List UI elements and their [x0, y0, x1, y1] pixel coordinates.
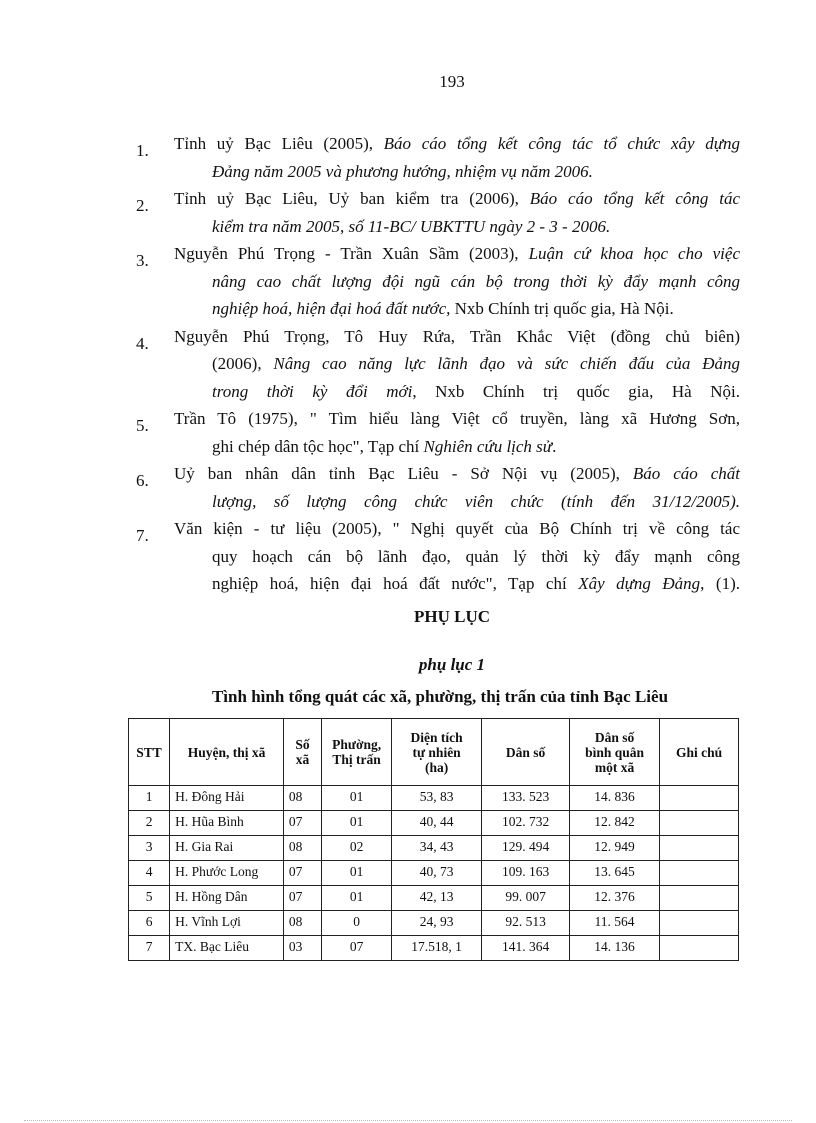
reference-journal: Nghiên cứu lịch sử: [423, 436, 553, 456]
table-row: [129, 786, 739, 811]
cell-so-xa: 08: [283, 836, 321, 861]
cell-district: H. Đông Hải: [170, 786, 284, 811]
reference-item: [136, 130, 740, 185]
reference-item: [136, 323, 740, 406]
table-row: [129, 861, 739, 886]
reference-item: [136, 405, 740, 460]
cell-so-xa: 08: [283, 786, 321, 811]
cell-stt: 5: [129, 886, 170, 911]
reference-title-cont: nghiệp hoá, hiện đại hoá đất nước,: [212, 299, 451, 318]
reference-title-cont: Đảng năm 2005 và phương hướng, nhiệm vụ năm 2006.: [212, 161, 593, 181]
header-dien-tich-line: (ha): [424, 759, 449, 775]
cell-stt: 7: [129, 936, 170, 961]
cell-dien-tich: 34, 43: [392, 836, 482, 861]
reference-first-line: [174, 323, 740, 351]
reference-author: Tỉnh uỷ Bạc Liêu, Uỷ ban kiểm tra (2006),: [174, 189, 530, 208]
reference-number: 2.: [136, 196, 149, 215]
reference-author: Nguyễn Phú Trọng, Tô Huy Rứa, Trần Khắc Việt (đồng chủ biên): [174, 326, 740, 346]
cell-phuong: 07: [322, 936, 392, 961]
cell-binh-quan: 12. 949: [570, 836, 660, 861]
reference-first-line: [174, 515, 740, 543]
cell-stt: 2: [129, 811, 170, 836]
reference-continuation: [174, 433, 740, 461]
reference-list: [136, 130, 740, 598]
cell-ghi-chu: [660, 811, 739, 836]
cell-dien-tich: 40, 73: [392, 861, 482, 886]
reference-issue: , (1).: [700, 574, 740, 593]
cell-dan-so: 102. 732: [482, 811, 570, 836]
cell-binh-quan: 13. 645: [570, 861, 660, 886]
reference-first-line: [174, 185, 740, 213]
cell-dien-tich: 40, 44: [392, 811, 482, 836]
cell-district: H. Hồng Dân: [170, 886, 284, 911]
cell-so-xa: 07: [283, 886, 321, 911]
header-ghi-chu: Ghi chú: [660, 719, 739, 786]
header-binh-quan-line: Dân số: [594, 729, 635, 745]
reference-title: Báo cáo tổng kết công tác tổ chức xây dựng: [383, 134, 740, 153]
cell-so-xa: 07: [283, 861, 321, 886]
table-row: [129, 836, 739, 861]
cell-phuong: 0: [322, 911, 392, 936]
cell-stt: 3: [129, 836, 170, 861]
commune-statistics-table: [128, 718, 739, 961]
header-binh-quan-line: một xã: [594, 759, 635, 775]
header-phuong-line: Thị trấn: [332, 752, 381, 767]
cell-phuong: 01: [322, 786, 392, 811]
header-binh-quan: [570, 719, 660, 786]
cell-phuong: 01: [322, 886, 392, 911]
reference-title-cont: nâng cao chất lượng đội ngũ cán bộ trong thời kỳ đẩy mạnh công: [212, 271, 740, 291]
cell-ghi-chu: [660, 861, 739, 886]
reference-continuation: [174, 543, 740, 598]
header-dan-so: Dân số: [482, 719, 570, 786]
page-bottom-rule: [24, 1120, 792, 1121]
reference-number: 4.: [136, 333, 149, 353]
reference-journal: Xây dựng Đảng: [578, 574, 701, 593]
cell-binh-quan: 14. 836: [570, 786, 660, 811]
appendix-heading: PHỤ LỤC: [413, 607, 491, 626]
table-title: Tình hình tổng quát các xã, phường, thị trấn của tỉnh Bạc Liêu: [211, 687, 669, 706]
header-so-xa: [283, 719, 321, 786]
cell-stt: 4: [129, 861, 170, 886]
header-dien-tich-line: Diện tích: [410, 729, 463, 745]
cell-dan-so: 99. 007: [482, 886, 570, 911]
header-so-xa-line: Số: [295, 737, 310, 752]
cell-ghi-chu: [660, 786, 739, 811]
cell-ghi-chu: [660, 936, 739, 961]
header-phuong-line: Phường,: [332, 737, 382, 752]
cell-binh-quan: 11. 564: [570, 911, 660, 936]
header-dien-tich-line: tự nhiên: [412, 744, 461, 760]
reference-publisher: , Nxb Chính trị quốc gia, Hà Nội.: [412, 381, 740, 401]
cell-so-xa: 07: [283, 811, 321, 836]
cell-so-xa: 08: [283, 911, 321, 936]
cell-phuong: 02: [322, 836, 392, 861]
cell-binh-quan: 12. 842: [570, 811, 660, 836]
reference-title: Báo cáo chất: [632, 464, 740, 483]
cell-so-xa: 03: [283, 936, 321, 961]
cell-stt: 1: [129, 786, 170, 811]
cell-binh-quan: 14. 136: [570, 936, 660, 961]
cell-district: H. Hũa Bình: [170, 811, 284, 836]
reference-item: [136, 515, 740, 598]
reference-year: (2006),: [212, 354, 274, 373]
reference-number: 1.: [136, 141, 149, 160]
reference-author: Uỷ ban nhân dân tỉnh Bạc Liêu - Sở Nội vụ (2005),: [174, 464, 633, 483]
header-district: Huyện, thị xã: [170, 719, 284, 786]
table-row: [129, 811, 739, 836]
cell-ghi-chu: [660, 911, 739, 936]
reference-title-cont: nghiệp hoá, hiện đại hoá đất nước", Tạp chí: [212, 574, 579, 593]
cell-district: H. Phước Long: [170, 861, 284, 886]
reference-title: Luận cứ khoa học cho việc: [528, 244, 740, 263]
header-stt: STT: [129, 719, 170, 786]
reference-author: Trần Tô (1975), " Tìm hiểu làng Việt cổ truyền, làng xã Hương Sơn,: [174, 409, 740, 428]
reference-author: Văn kiện - tư liệu (2005), " Nghị quyết của Bộ Chính trị về công tác: [174, 519, 740, 538]
cell-dien-tich: 53, 83: [392, 786, 482, 811]
cell-district: H. Vĩnh Lợi: [170, 911, 284, 936]
reference-continuation: [174, 158, 740, 186]
appendix-subheading: phụ lục 1: [418, 655, 486, 674]
cell-dan-so: 109. 163: [482, 861, 570, 886]
reference-item: [136, 460, 740, 515]
reference-item: [136, 240, 740, 323]
cell-district: TX. Bạc Liêu: [170, 936, 284, 961]
reference-title: Báo cáo tổng kết công tác: [529, 189, 740, 208]
reference-item: [136, 185, 740, 240]
cell-dien-tich: 17.518, 1: [392, 936, 482, 961]
cell-dan-so: 129. 494: [482, 836, 570, 861]
cell-dien-tich: 24, 93: [392, 911, 482, 936]
reference-number: 5.: [136, 416, 149, 435]
reference-first-line: [174, 460, 740, 488]
reference-title-cont: quy hoạch cán bộ lãnh đạo, quản lý thời kỳ đẩy mạnh công: [212, 546, 740, 566]
reference-title-cont: lượng, số lượng công chức viên chức (tính đến 31/12/2005).: [212, 491, 740, 511]
cell-phuong: 01: [322, 811, 392, 836]
page-number: 193: [439, 72, 465, 91]
table-row: [129, 886, 739, 911]
cell-ghi-chu: [660, 886, 739, 911]
table-row: [129, 911, 739, 936]
reference-number: 7.: [136, 526, 149, 545]
cell-dan-so: 133. 523: [482, 786, 570, 811]
reference-first-line: [174, 130, 740, 158]
header-so-xa-line: xã: [295, 752, 310, 767]
reference-punct: .: [552, 436, 557, 456]
cell-ghi-chu: [660, 836, 739, 861]
cell-district: H. Gia Rai: [170, 836, 284, 861]
reference-author: Nguyễn Phú Trọng - Trần Xuân Sầm (2003),: [174, 244, 529, 263]
reference-number: 3.: [136, 251, 149, 270]
reference-continuation: [174, 213, 740, 241]
reference-continuation: [174, 488, 740, 516]
header-dien-tich: [392, 719, 482, 786]
cell-binh-quan: 12. 376: [570, 886, 660, 911]
reference-continuation: [174, 350, 740, 405]
reference-first-line: [174, 240, 740, 268]
cell-stt: 6: [129, 911, 170, 936]
reference-source: ghi chép dân tộc học", Tạp chí: [212, 436, 424, 456]
cell-dan-so: 92. 513: [482, 911, 570, 936]
reference-author: Tỉnh uỷ Bạc Liêu (2005),: [174, 134, 384, 153]
reference-publisher: Nxb Chính trị quốc gia, Hà Nội.: [450, 299, 674, 318]
cell-dien-tich: 42, 13: [392, 886, 482, 911]
cell-phuong: 01: [322, 861, 392, 886]
table-header-row: [129, 719, 739, 786]
reference-title-cont: kiểm tra năm 2005, số 11-BC/ UBKTTU ngày 2 - 3 - 2006.: [212, 216, 611, 236]
header-binh-quan-line: bình quân: [585, 744, 645, 760]
header-phuong: [322, 719, 392, 786]
reference-number: 6.: [136, 471, 149, 490]
cell-dan-so: 141. 364: [482, 936, 570, 961]
reference-first-line: [174, 405, 740, 433]
table-row: [129, 936, 739, 961]
reference-title-cont: trong thời kỳ đổi mới: [212, 381, 413, 401]
reference-continuation: [174, 268, 740, 323]
reference-title: Nâng cao năng lực lãnh đạo và sức chiến đấu của Đảng: [273, 354, 741, 373]
